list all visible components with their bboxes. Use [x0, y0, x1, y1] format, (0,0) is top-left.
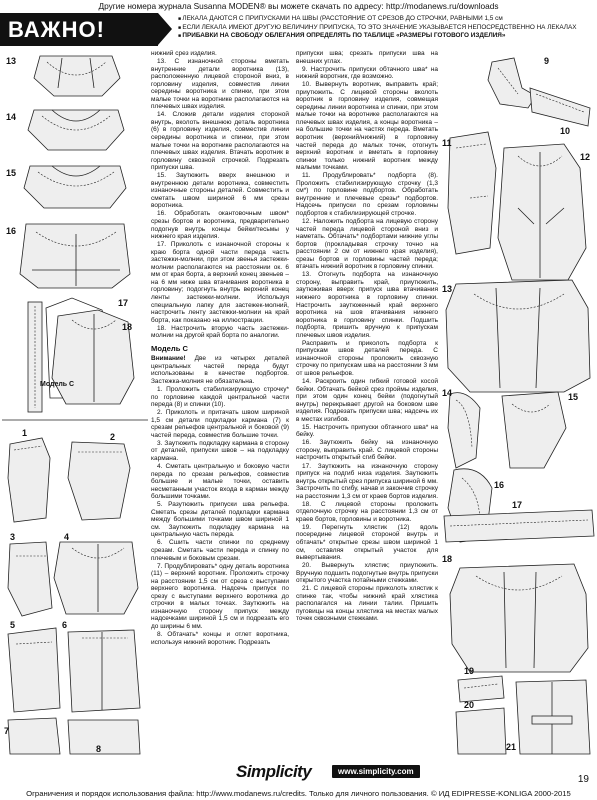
paragraph: 13. С изнаночной стороны вметать внутренние детали воротника (13), расположенную лицевой стороной вниз, в горловину изделия, совместив линии середины воротника и спинки, при этом малые точки на воротнике располагаются на плечевых швах изделия.	[151, 58, 289, 111]
model-c-caption: Модель С	[40, 381, 75, 388]
note-other-allowance: ■ ЕСЛИ ЛЕКАЛА ИМЕЮТ ДРУГУЮ ВЕЛИЧИНУ ПРИПУСКА, ТО ЭТО ЗНАЧЕНИЕ УКАЗЫВАЕТСЯ НЕПОСРЕДСТВЕННО НА ЛЕКАЛАХ	[178, 24, 593, 33]
fig-label-16: 16	[6, 226, 17, 236]
publisher-logo-row	[236, 762, 576, 782]
paragraph: 16. Обработать окантовочным швом* срезы бортов и воротника, предварительно подогнув внутрь концы бейки/тесьмы у нижнего края изделия.	[151, 210, 289, 241]
paragraph: 9. Настрочить припуски обтачного шва* на нижний воротник, где возможно.	[296, 65, 438, 81]
warning-paragraph	[151, 355, 289, 385]
fig-label-18-right: 18	[442, 554, 453, 564]
fig-label-13-right: 13	[442, 284, 453, 294]
note-seam-allowance: ■ ЛЕКАЛА ДАЮТСЯ С ПРИПУСКАМИ НА ШВЫ (РАССТОЯНИЕ ОТ СРЕЗОВ ДО СТРОЧКИ, РАВНЫМИ 1,5 см	[178, 15, 593, 24]
fig-label-15: 15	[6, 168, 17, 178]
instructions-column-2	[296, 50, 438, 758]
paragraph: 7. Продублировать* одну деталь воротника (11) – верхний воротник. Проложить строчку на расстоянии 1,5 см от среза с выступами верхнего воротника. Надсечь припуск по срезу с выступами верхнего воротника до строчки в малых точках. Заутюжить на изнаночную сторону припуск между надсечками шириной 1,5 см и подрезать его до ширины 6 мм.	[151, 562, 289, 630]
paragraph: 3. Заутюжить подкладку кармана в сторону от деталей, припуски швов – на подкладку кармана.	[151, 439, 289, 462]
paragraph: 15. Настрочить припуски обтачного шва* на бейку.	[296, 423, 438, 439]
paragraph: 18. Настрочить вторую часть застежки-молнии на другой край борта по аналогии.	[151, 324, 289, 340]
fig-label-8: 8	[96, 744, 102, 754]
fig-label-1: 1	[22, 428, 28, 438]
fig-label-20-right: 20	[464, 700, 475, 710]
paragraph: 20. Вывернуть хлястик; приутюжить. Вручную подшить подогнутые внутрь припуски открытого участка потайными стежками.	[296, 562, 438, 585]
fig-label-19-right: 19	[464, 666, 475, 676]
fig-label-17: 17	[118, 298, 129, 308]
paragraph: 14. Раскроить один гибкий готовой косой бейки. Обтачать бейкой срез проймы изделия, при этом один конец бейки (подогнутый внутрь) перекрывает другой на боковом шве изделия. Подрезать припуски шва; надсечь их в местах изгибов.	[296, 378, 438, 423]
fig-label-14-right: 14	[442, 388, 453, 398]
fig-label-6: 6	[62, 620, 68, 630]
simplicity-logo: Simplicity	[236, 762, 312, 781]
fig-label-14: 14	[6, 112, 17, 122]
paragraph: 1. Проложить стабилизирующую строчку* по горловине каждой центральной части переда (8) и спинки (10).	[151, 386, 289, 409]
paragraph: 16. Заутюжить бейку на изнаночную сторону, выправить край. С лицевой стороны настрочить открытый сгиб бейки.	[296, 439, 438, 462]
paragraph: 12. Наложить подборта на лицевую сторону частей переда лицевой стороной вниз и наметать. Обтачать* подбортами нижние углы бортов (прокладывая строчку точно на расстоянии 2 см от нижнего края изделия), срезы бортов и горловины частей переда; втачать нижний воротник в горловину спинки.	[296, 218, 438, 271]
fig-label-17-right: 17	[512, 500, 523, 510]
left-illustrations	[2, 48, 148, 758]
fig-label-7: 7	[4, 726, 10, 736]
fig-label-2: 2	[110, 432, 116, 442]
top-download-notice: Другие номера журнала Susanna MODEN® вы можете скачать по адресу: http://modanews.ru/downloads	[98, 1, 499, 11]
paragraph: 5. Разутюжить припуски шва рельефа. Сметать срезы деталей подкладки кармана между большими точками швом шириной 1 см. Заутюжить подкладку кармана на центральную часть переда.	[151, 501, 289, 539]
fig-label-15-right: 15	[568, 392, 579, 402]
paragraph: 6. Сшить части спинки по среднему срезам. Сметать части переда и спинку по плечевым и боковым срезам.	[151, 539, 289, 562]
warning-text: Две из четырех деталей центральных частей переда будут использованы в качестве подбортов. Застежка-молния не обязательна.	[151, 355, 289, 385]
section-heading-model-c: Модель С	[151, 343, 188, 353]
page-number: 19	[577, 774, 589, 785]
important-banner: ВАЖНО!	[0, 13, 158, 46]
paragraph: 11. Продублировать* подборта (8). Проложить стабилизирующую строчку (1,3 см*) по горловине подбортов. Обработать внутренние и плечевые срезы* подбортов. Надсечь припуски по срезам горловины подбортов к стабилизирующей строчке.	[296, 172, 438, 217]
paragraph: 17. Приколоть с изнаночной стороны к краю борта одной части переда часть застежки-молнии, при этом звенья застежки-молнии располагаются на расстоянии ок. 6 мм от края борта, а верхний конец звеньев – на 6 мм ниже шва втачивания воротника в горловину; подогнуть внутрь верхний конец ленты застежки-молнии. Используя специальную лапку для застежек-молний, настрочить ленту застежки-молнии на край борта, как показано на иллюстрации.	[151, 241, 289, 324]
paragraph: 14. Сложив детали изделия стороной внутрь, вколоть внешнюю деталь воротника (6) в горловину изделия, совместив линии середины воротника и спинки, при этом малые точки на воротнике располагаются на плечевых швах изделия. Втачать воротник в горловину сквозной строчкой. Подрезать припуски шва.	[151, 111, 289, 172]
paragraph: нижний срез изделия.	[151, 50, 217, 57]
fig-label-9-right: 9	[544, 56, 550, 66]
fig-label-4: 4	[64, 532, 70, 542]
warning-label: Внимание!	[151, 355, 186, 363]
fig-label-18: 18	[122, 322, 133, 332]
fig-label-12-right: 12	[580, 152, 591, 162]
paragraph: 17. Заутюжить на изнаночную сторону припуск на подгиб низа изделия. Заутюжить внутрь открытый срез припуска шириной 6 мм. Застрочить по сгибу, начав и закончив строчку на расстоянии 1,3 см от краев бортов изделия.	[296, 462, 438, 500]
paragraph: 15. Заутюжить вверх внешнюю и внутреннюю детали воротника, совместить изнаночные стороны деталей. Совместить и сметать швом шириной 6 мм срезы воротника.	[151, 172, 289, 210]
paragraph: 13. Отогнуть подборта на изнаночную сторону, выправить край, приутюжить, заутюживая вверх припуск шва втачивания нижнего воротника в горловину спинки. Настрочить заутюженный край верхнего воротника на шов втачивания нижнего воротника в горловину спинки. Подшить подборта, пришить вручную к припускам плечевых швов изделия.	[296, 271, 438, 339]
paragraph: 21. С лицевой стороны приколоть хлястик к спинке так, чтобы нижний край хлястика располагался на линии талии. Пришить пуговицы на концы хлястика на местах малых точек сквозными стежками.	[296, 585, 438, 623]
page-header	[0, 13, 597, 46]
website-link[interactable]: www.simplicity.com	[332, 765, 420, 778]
paragraph: 2. Приколоть и притачать швом шириной 1,5 см детали подкладки кармана (7) к срезам рельефов центральной и боковой (9) частей переда, совместив большие точки.	[151, 409, 289, 439]
instructions-column-1	[151, 50, 289, 758]
fig-label-3: 3	[10, 532, 16, 542]
note-ease-table: ■ ПРИБАВКИ НА СВОБОДУ ОБЛЕГАНИЯ ОПРЕДЕЛЯТЬ ПО ТАБЛИЦЕ «РАЗМЕРЫ ГОТОВОГО ИЗДЕЛИЯ»	[178, 32, 593, 41]
fig-label-5: 5	[10, 620, 16, 630]
fig-label-21-right: 21	[506, 742, 517, 752]
fig-label-11-right: 11	[442, 138, 452, 148]
paragraph: 8. Обтачать* концы и отлет воротника, используя нижний воротник. Подрезать	[151, 631, 289, 646]
fig-label-16-right: 16	[494, 480, 505, 490]
paragraph: припуски шва; срезать припуски шва на внешних углах.	[296, 50, 438, 65]
paragraph: 19. Перегнуть хлястик (12) вдоль посередине лицевой стороной внутрь и обтачать* открытые срезы швом шириной 1 см, оставляя открытый участок для вывертывания.	[296, 523, 438, 562]
right-illustrations	[440, 48, 596, 758]
footer-copyright: Ограничения и порядок использования файла: http://www.modanews.ru/credits. Только для личного пользования. © ИД EDIPRESSE-KONLIGA 2000-2015	[26, 789, 571, 798]
paragraph: 18. С лицевой стороны проложить отделочную строчку на расстоянии 1,3 см от краев бортов, горловины и воротника.	[296, 500, 438, 523]
paragraph: 10. Вывернуть воротник, выправить край; приутюжить. С лицевой стороны вколоть воротник в горловину изделия, совмещая середины линии воротника и спинки, при этом малые точки на воротнике располагаются на плечевых швах изделия, а концы воротника – на большие точки на частях переда. Вметать воротник (верхний/нижний) в горловину частей переда до малых точек, отогнуть верхний воротник и вметать в горловину спинки только нижний воротник между малыми точками.	[296, 81, 438, 172]
fig-label-10-right: 10	[560, 126, 571, 136]
paragraph: 4. Сметать центральную и боковую части переда по срезам рельефов, совместив большие и малые точки, оставить несметанным участок входа в карман между большими точками.	[151, 462, 289, 501]
fig-label-13: 13	[6, 56, 17, 66]
paragraph: Расправить и приколоть подборта к припускам швов деталей переда. С изнаночной стороны проложить сквозную строчку по припускам шва на расстоянии 3 мм от швов рельефов.	[296, 339, 438, 377]
header-notes	[178, 15, 593, 41]
